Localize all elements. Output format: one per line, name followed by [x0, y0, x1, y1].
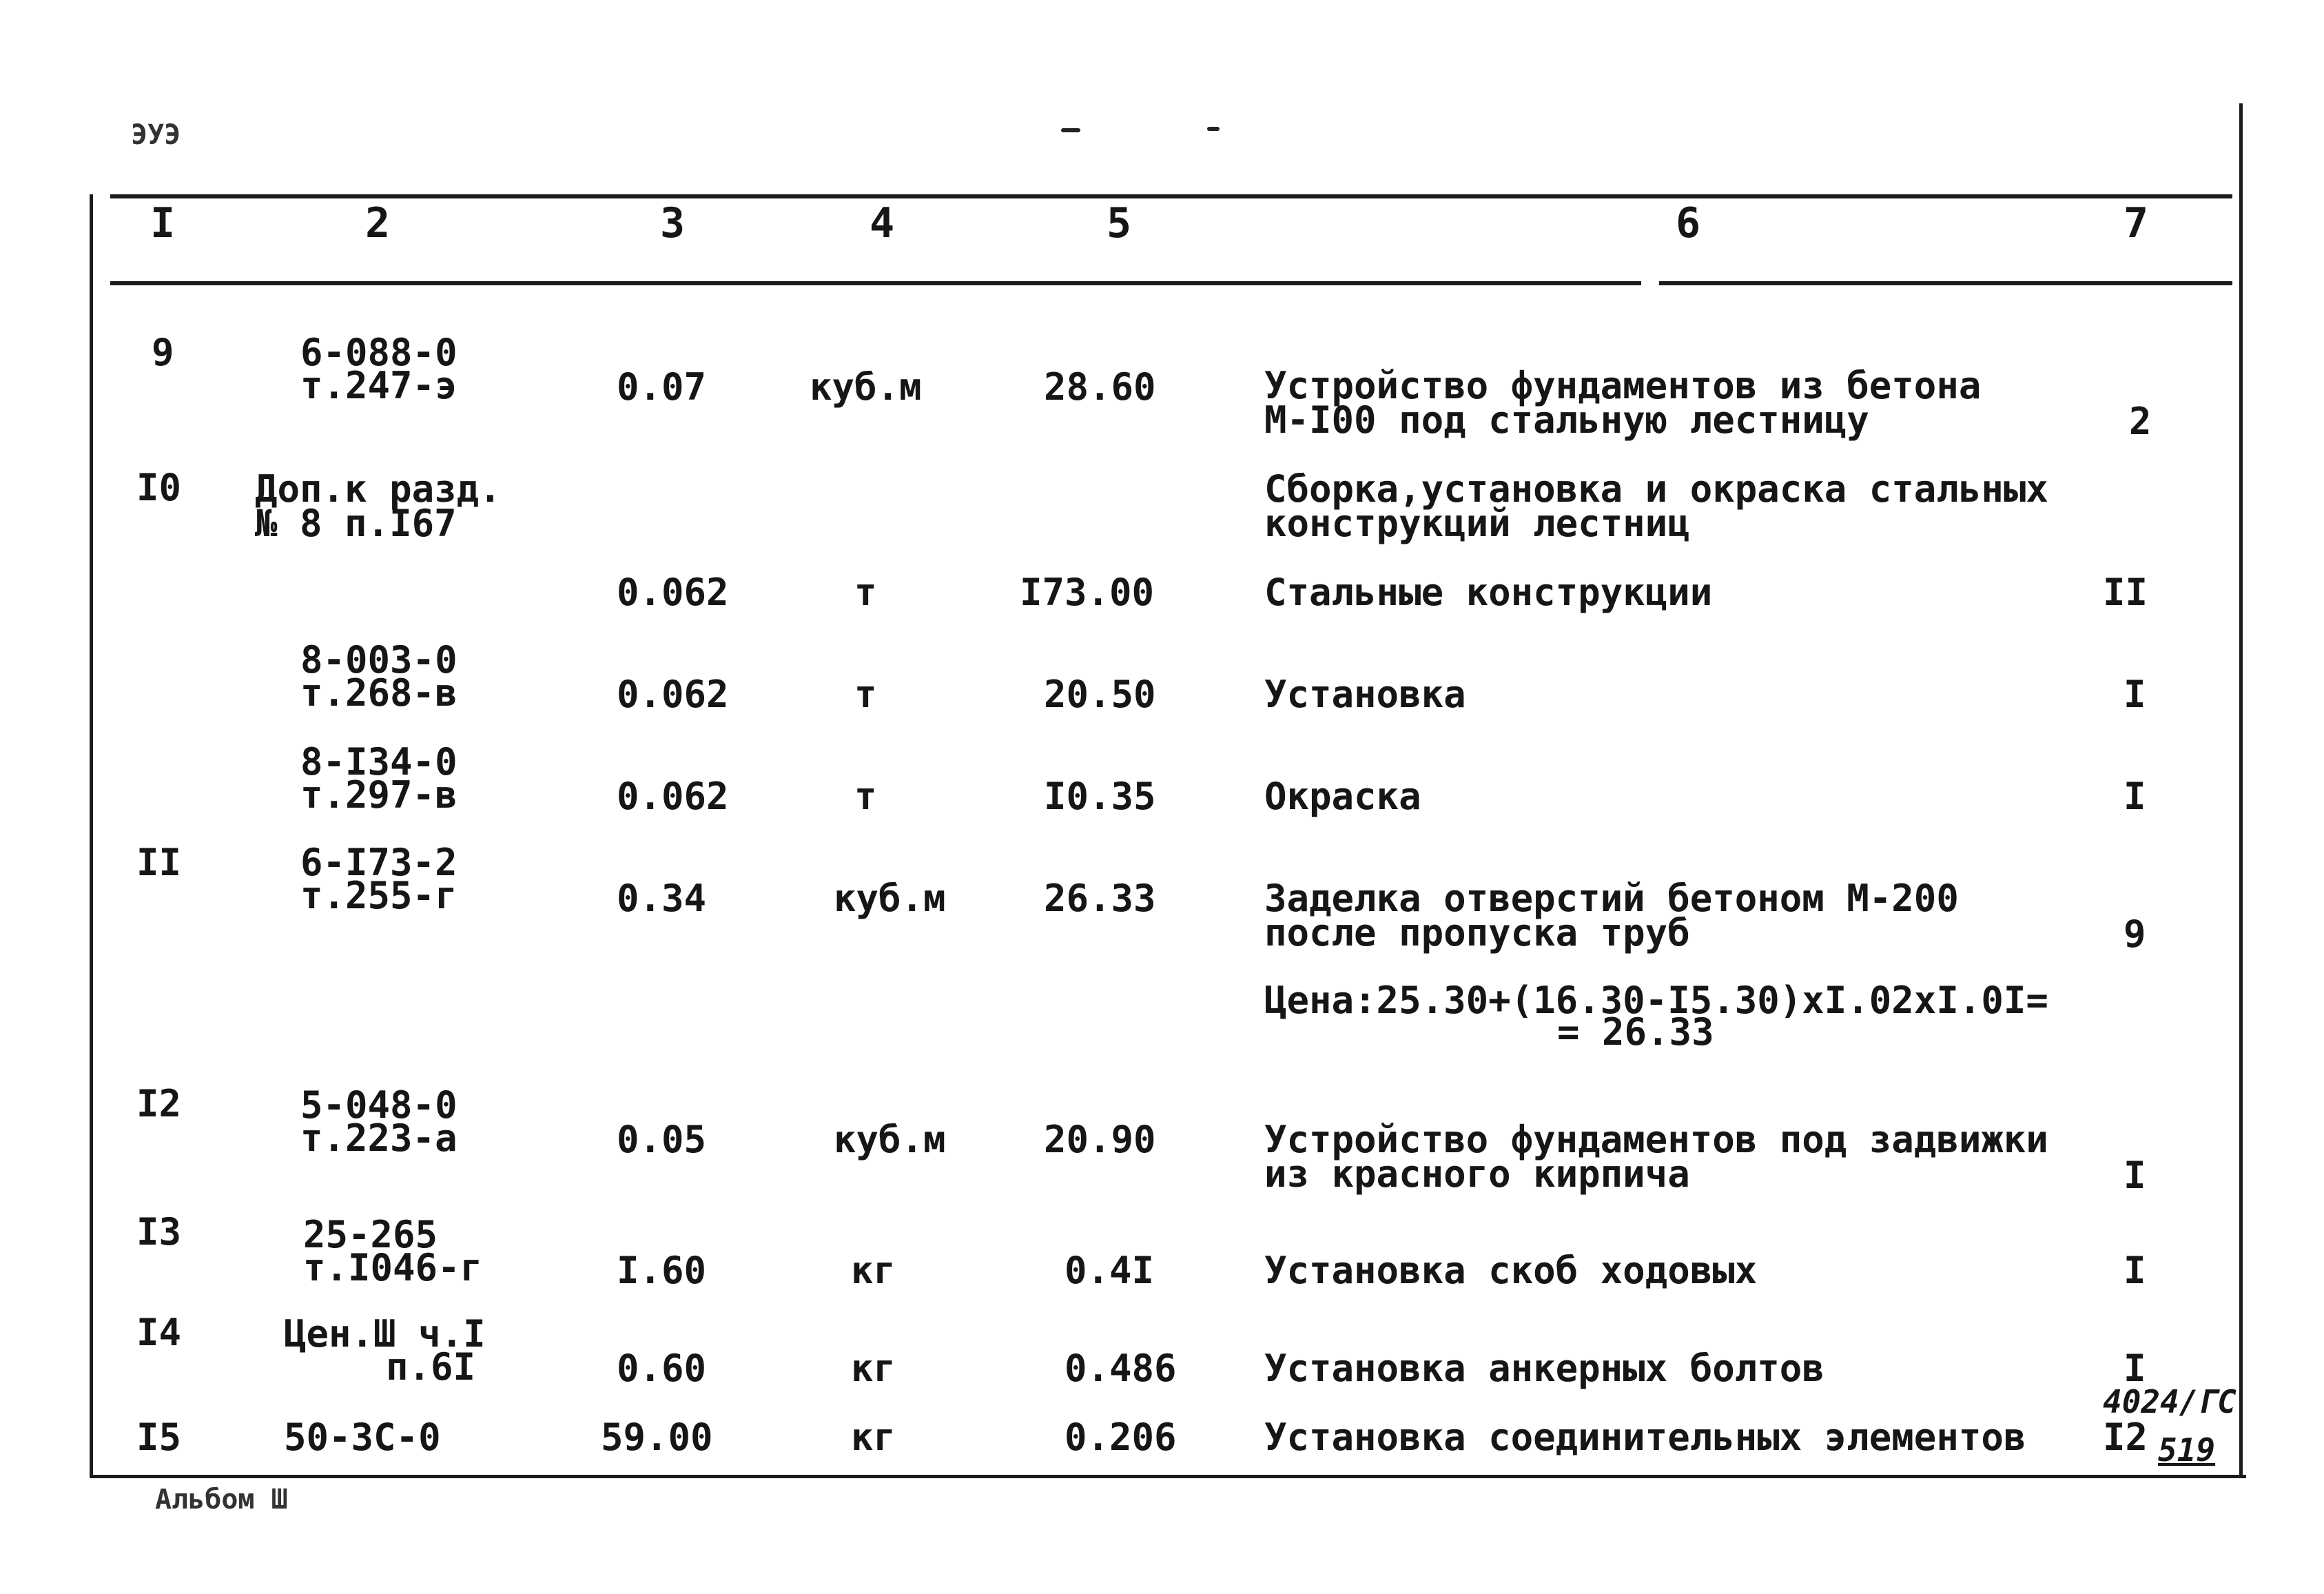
row-15-unit: кг: [851, 1416, 896, 1459]
row-11-desc-line1: Заделка отверстий бетоном М-200: [1264, 877, 1959, 920]
row-14-price: 0.486: [1065, 1347, 1177, 1390]
row-14-col7: I: [2124, 1347, 2146, 1390]
top-dash-2: [1207, 127, 1220, 131]
row-12-code-line2: т.223-а: [300, 1116, 457, 1160]
row-steel-unit: т: [854, 571, 877, 614]
row-steel-price: I73.00: [1020, 571, 1155, 614]
table-left-border: [90, 194, 93, 1478]
row-11-number: II: [136, 841, 182, 884]
column-header-6: 6: [1676, 199, 1701, 247]
column-header-3: 3: [660, 199, 686, 247]
row-9-col7: 2: [2129, 400, 2152, 443]
row-14-number: I4: [136, 1311, 182, 1354]
column-header-5: 5: [1107, 199, 1132, 247]
row-13-number: I3: [136, 1210, 182, 1254]
row-15-col7: I2: [2103, 1416, 2148, 1459]
row-11-col7: 9: [2124, 912, 2146, 956]
row-11-code-line2: т.255-г: [300, 874, 457, 917]
row-14-unit: кг: [851, 1347, 896, 1390]
column-header-4: 4: [870, 199, 895, 247]
row-steel-desc: Стальные конструкции: [1264, 571, 1713, 614]
row-12-unit: куб.м: [834, 1118, 946, 1161]
row-13-price: 0.4I: [1065, 1249, 1155, 1292]
row-paint-unit: т: [854, 775, 877, 818]
table-top-border: [110, 194, 2232, 198]
row-paint-col7: I: [2124, 775, 2146, 818]
row-install-price: 20.50: [1044, 673, 1156, 716]
row-11-code-line1: 6-I73-2: [300, 841, 457, 884]
row-15-desc: Установка соединительных элементов: [1264, 1416, 2026, 1459]
row-14-desc: Установка анкерных болтов: [1264, 1347, 1824, 1390]
column-header-7: 7: [2124, 199, 2149, 247]
price-formula-line2: = 26.33: [1557, 1010, 1714, 1054]
row-9-number: 9: [152, 331, 174, 374]
row-13-quantity: I.60: [617, 1249, 707, 1292]
row-12-quantity: 0.05: [617, 1118, 707, 1161]
header-bottom-border-left: [110, 281, 1641, 285]
row-10-code-line1: Доп.к разд.: [255, 467, 502, 511]
column-header-1: I: [150, 199, 176, 247]
row-12-col7: I: [2124, 1154, 2146, 1197]
row-steel-col7: II: [2103, 571, 2148, 614]
row-paint-code-line1: 8-I34-0: [300, 740, 457, 784]
row-13-code-line2: т.I046-г: [303, 1246, 483, 1289]
top-left-mark: ЭУЭ: [131, 119, 181, 151]
top-dash-1: [1061, 128, 1080, 132]
sheet-stamp-line2: 519: [2158, 1431, 2216, 1469]
row-install-unit: т: [854, 673, 877, 716]
price-formula-line1: Цена:25.30+(16.30-I5.30)хI.02хI.0I=: [1264, 979, 2048, 1022]
row-paint-price: I0.35: [1044, 775, 1156, 818]
row-9-code-line1: 6-088-0: [300, 331, 457, 374]
row-12-number: I2: [136, 1082, 182, 1125]
row-paint-code-line2: т.297-в: [300, 773, 457, 817]
row-15-code: 50-3С-0: [284, 1416, 441, 1459]
row-12-desc-line2: из красного кирпича: [1264, 1152, 1690, 1196]
row-paint-desc: Окраска: [1264, 775, 1421, 818]
row-9-unit: куб.м: [810, 365, 922, 409]
row-install-quantity: 0.062: [617, 673, 729, 716]
column-header-2: 2: [365, 199, 391, 247]
row-13-col7: I: [2124, 1249, 2146, 1292]
row-10-desc-line2: конструкций лестниц: [1264, 502, 1690, 545]
row-12-price: 20.90: [1044, 1118, 1156, 1161]
row-13-code-line1: 25-265: [303, 1213, 438, 1256]
row-install-col7: I: [2124, 673, 2146, 716]
row-14-quantity: 0.60: [617, 1347, 707, 1390]
row-9-code-line2: т.247-э: [300, 364, 457, 407]
table-bottom-border: [90, 1475, 2246, 1478]
row-install-desc: Установка: [1264, 673, 1466, 716]
bottom-left-mark: Альбом Ш: [155, 1484, 288, 1515]
row-install-code-line2: т.268-в: [300, 671, 457, 715]
table-right-border: [2239, 103, 2243, 1478]
row-9-price: 28.60: [1044, 365, 1156, 409]
row-9-quantity: 0.07: [617, 365, 707, 409]
row-11-price: 26.33: [1044, 877, 1156, 920]
row-11-unit: куб.м: [834, 877, 946, 920]
sheet-stamp-line1: 4024/ГС: [2103, 1383, 2236, 1420]
row-12-desc-line1: Устройство фундаментов под задвижки: [1264, 1118, 2048, 1161]
row-paint-quantity: 0.062: [617, 775, 729, 818]
row-14-code-line2: п.6I: [386, 1345, 476, 1389]
row-11-quantity: 0.34: [617, 877, 707, 920]
row-10-number: I0: [136, 466, 182, 509]
row-15-price: 0.206: [1065, 1416, 1177, 1459]
row-9-desc-line1: Устройство фундаментов из бетона: [1264, 364, 1982, 407]
row-13-unit: кг: [851, 1249, 896, 1292]
row-11-desc-line2: после пропуска труб: [1264, 911, 1690, 954]
row-9-desc-line2: М-I00 под стальную лестницу: [1264, 398, 1869, 442]
row-10-code-line2: № 8 п.I67: [255, 502, 457, 545]
row-14-code-line1: Цен.Ш ч.I: [284, 1312, 486, 1356]
row-steel-quantity: 0.062: [617, 571, 729, 614]
row-13-desc: Установка скоб ходовых: [1264, 1249, 1758, 1292]
row-10-desc-line1: Сборка,установка и окраска стальных: [1264, 467, 2048, 511]
row-12-code-line1: 5-048-0: [300, 1083, 457, 1127]
row-15-quantity: 59.00: [601, 1416, 713, 1459]
row-15-number: I5: [136, 1416, 182, 1459]
header-bottom-border-right: [1659, 281, 2232, 285]
row-install-code-line1: 8-003-0: [300, 638, 457, 682]
